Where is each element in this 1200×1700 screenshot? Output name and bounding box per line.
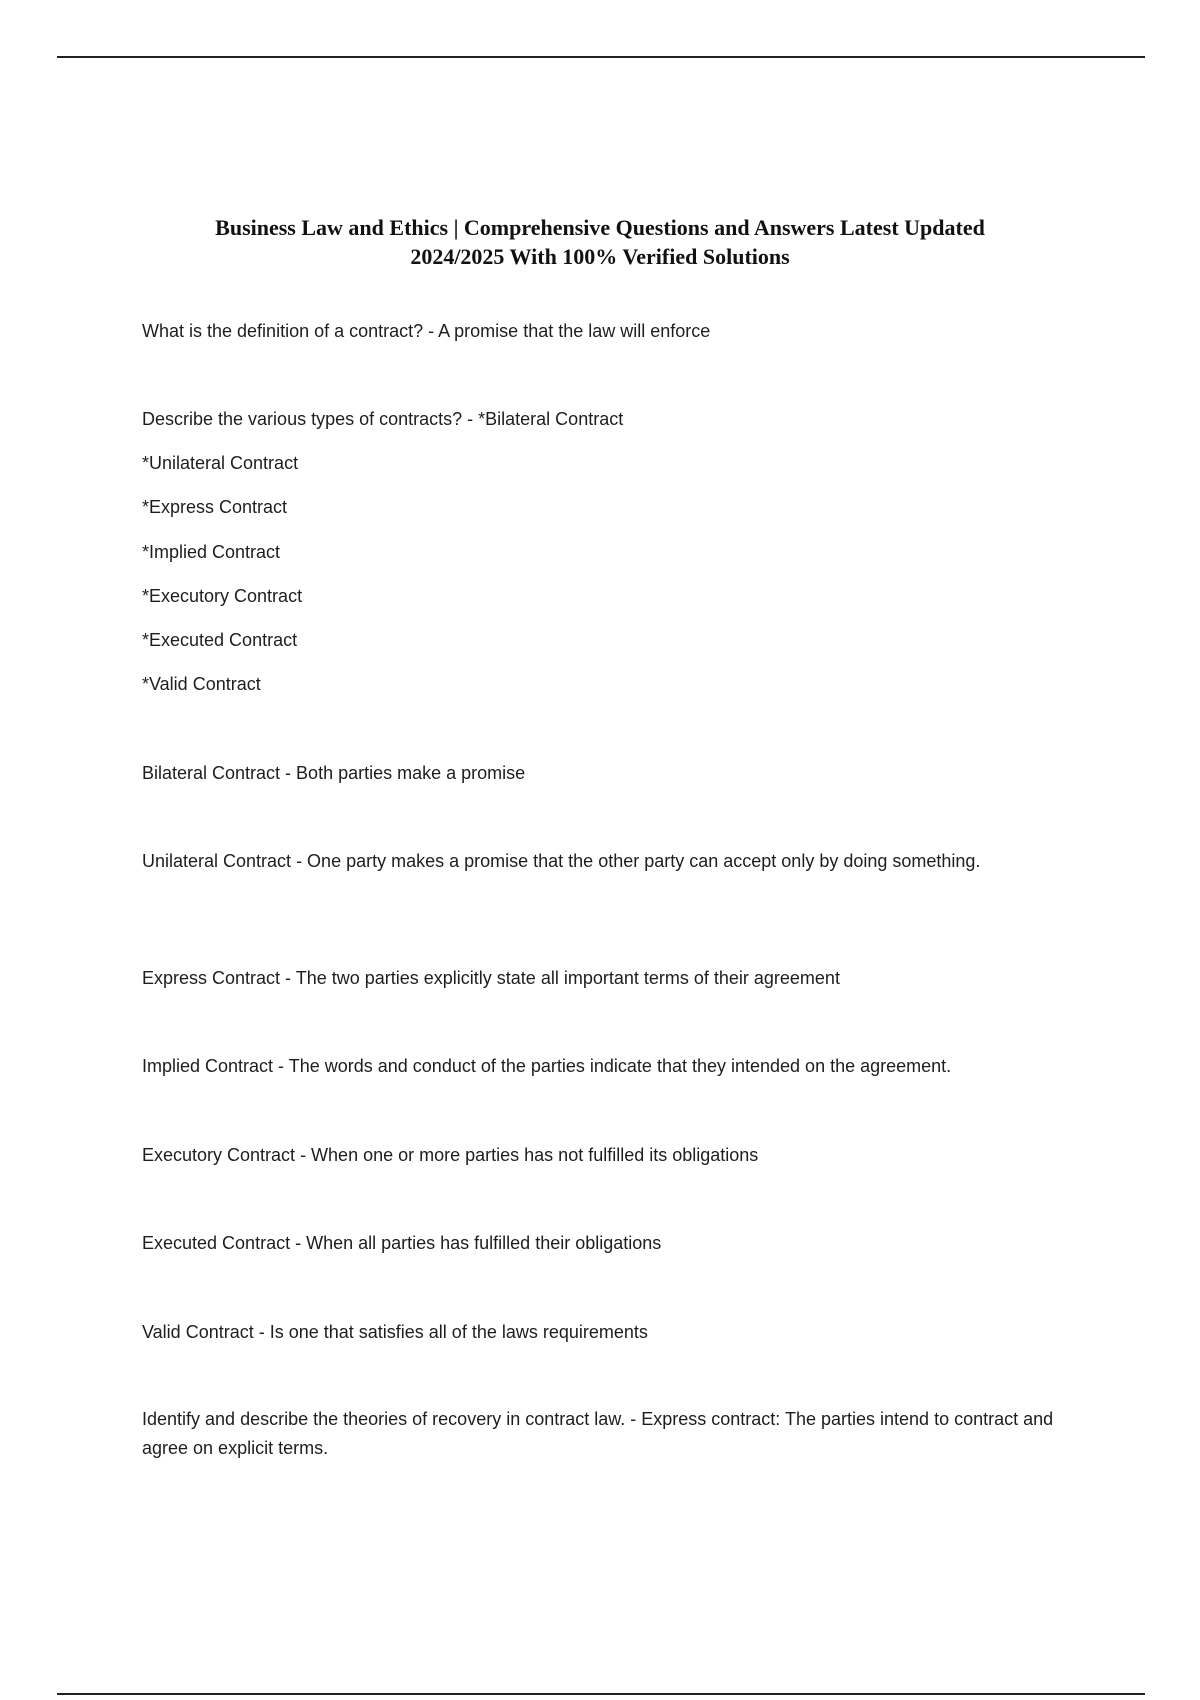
qa-express: Express Contract - The two parties explicitly state all important terms of their agreement xyxy=(142,968,840,988)
list-item: *Unilateral Contract xyxy=(142,453,299,473)
qa-bilateral: Bilateral Contract - Both parties make a promise xyxy=(142,763,526,783)
list-item: *Executory Contract xyxy=(142,586,303,606)
qa-contract-definition: What is the definition of a contract? - A promise that the law will enforce xyxy=(142,321,711,341)
list-item: *Implied Contract xyxy=(142,542,281,562)
qa-implied: Implied Contract - The words and conduct of the parties indicate that they intended on the agreement. xyxy=(142,1056,952,1076)
bottom-divider xyxy=(57,1693,1145,1695)
list-item: *Executed Contract xyxy=(142,630,298,650)
qa-executory: Executory Contract - When one or more parties has not fulfilled its obligations xyxy=(142,1145,759,1165)
list-item: *Valid Contract xyxy=(142,674,261,694)
document-title xyxy=(150,213,1050,271)
top-divider xyxy=(57,56,1145,58)
qa-theories-of-recovery: Identify and describe the theories of recovery in contract law. - Express contract: The parties intend to contract and agree on explicit terms. xyxy=(142,1409,1054,1458)
list-item: *Express Contract xyxy=(142,497,288,517)
qa-executed: Executed Contract - When all parties has fulfilled their obligations xyxy=(142,1233,662,1253)
qa-valid: Valid Contract - Is one that satisfies all of the laws requirements xyxy=(142,1322,648,1342)
qa-contract-types: Describe the various types of contracts? - *Bilateral Contract xyxy=(142,409,624,429)
title-line-1: Business Law and Ethics | Comprehensive Questions and Answers Latest Updated xyxy=(215,215,985,240)
qa-unilateral: Unilateral Contract - One party makes a promise that the other party can accept only by doing something. xyxy=(142,851,981,871)
title-line-2: 2024/2025 With 100% Verified Solutions xyxy=(410,244,790,269)
